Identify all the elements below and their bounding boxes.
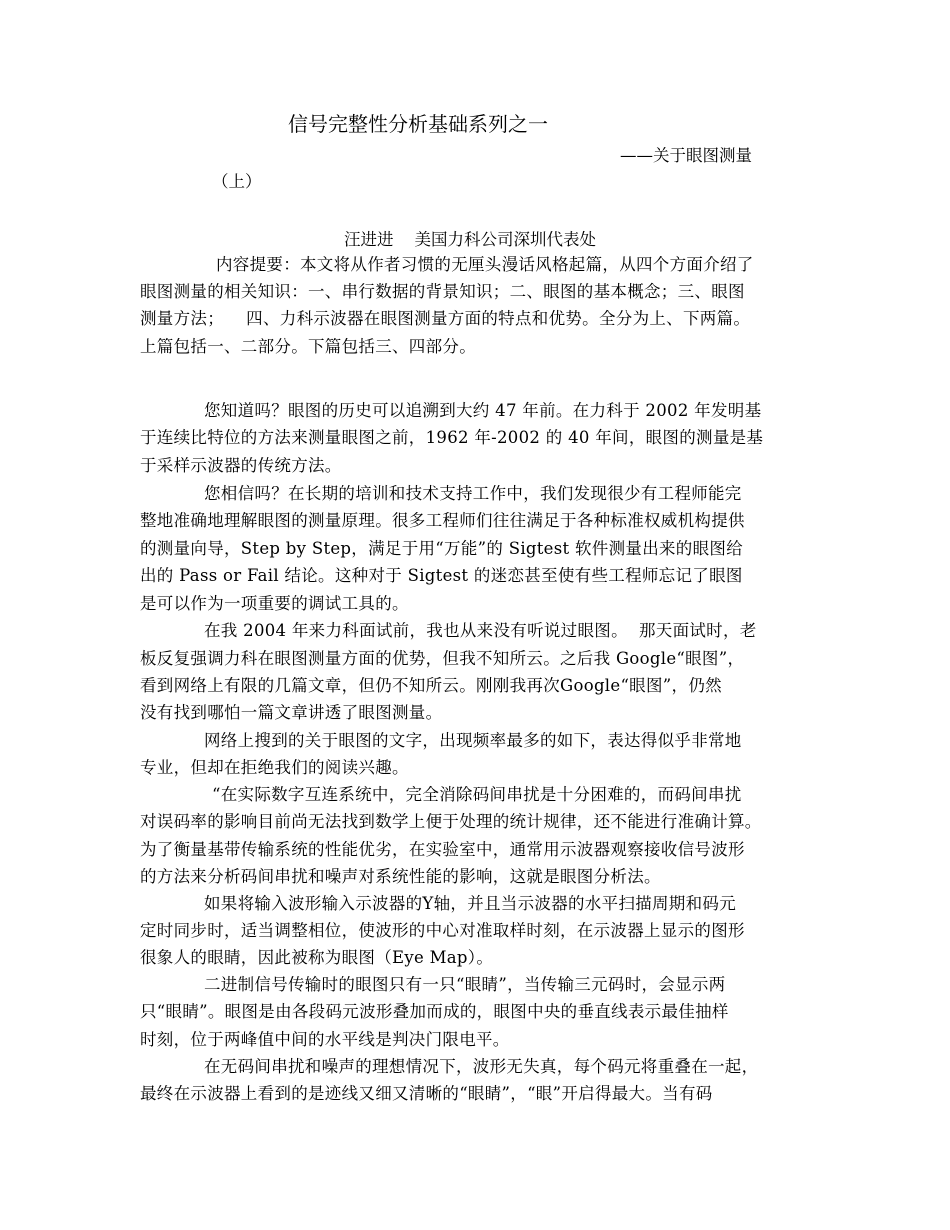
- body-line: 没有找到哪怕一篇文章讲透了眼图测量。: [140, 703, 443, 722]
- body-line: 板反复强调力科在眼图测量方面的优势，但我不知所云。之后我 Google“眼图”，: [140, 649, 745, 668]
- body-line: 的方法来分析码间串扰和噪声对系统性能的影响，这就是眼图分析法。: [140, 867, 661, 886]
- body-line: 您相信吗？在长期的培训和技术支持工作中，我们发现很少有工程师能完: [204, 484, 742, 503]
- abstract-line: 内容提要：本文将从作者习惯的无厘头漫话风格起篇，从四个方面介绍了: [216, 255, 754, 274]
- body-line: 专业，但却在拒绝我们的阅读兴趣。: [140, 758, 409, 777]
- body-line: “在实际数字互连系统中，完全消除码间串扰是十分困难的，而码间串扰: [212, 785, 742, 804]
- body-line: 二进制信号传输时的眼图只有一只“眼睛”，当传输三元码时，会显示两: [204, 975, 726, 994]
- body-line: 在无码间串扰和噪声的理想情况下，波形无失真，每个码元将重叠在一起，: [204, 1057, 759, 1076]
- abstract-line: 上篇包括一、二部分。下篇包括三、四部分。: [140, 337, 476, 356]
- body-line: 时刻，位于两峰值中间的水平线是判决门限电平。: [140, 1030, 510, 1049]
- body-line: 为了衡量基带传输系统的性能优劣，在实验室中，通常用示波器观察接收信号波形: [140, 840, 745, 859]
- body-line: 只“眼睛”。眼图是由各段码元波形叠加而成的，眼图中央的垂直线表示最佳抽样: [140, 1002, 729, 1021]
- body-line: 的测量向导，Step by Step，满足于用“万能”的 Sigtest 软件测量出来的眼图给: [140, 539, 743, 558]
- body-line: 最终在示波器上看到的是迹线又细又清晰的“眼睛”，“眼”开启得最大。当有码: [140, 1084, 713, 1103]
- abstract-line: 眼图测量的相关知识：一、串行数据的背景知识；二、眼图的基本概念；三、眼图: [140, 282, 745, 301]
- body-line: 网络上搜到的关于眼图的文字，出现频率最多的如下，表达得似乎非常地: [204, 731, 742, 750]
- document-part-label: （上）: [212, 172, 262, 191]
- body-line: 定时同步时，适当调整相位，使波形的中心对准取样时刻，在示波器上显示的图形: [140, 921, 745, 940]
- body-line: 对误码率的影响目前尚无法找到数学上便于处理的统计规律，还不能进行准确计算。: [140, 812, 762, 831]
- body-line: 看到网络上有限的几篇文章，但仍不知所云。刚刚我再次Google“眼图”，仍然: [140, 676, 722, 695]
- body-line: 是可以作为一项重要的调试工具的。: [140, 594, 409, 613]
- body-line: 出的 Pass or Fail 结论。这种对于 Sigtest 的迷恋甚至使有些工程师忘记了眼图: [140, 566, 743, 585]
- body-line: 很象人的眼睛，因此被称为眼图（Eye Map）。: [140, 948, 494, 967]
- body-line: 整地准确地理解眼图的测量原理。很多工程师们往往满足于各种标准权威机构提供: [140, 511, 745, 530]
- body-line: 如果将输入波形输入示波器的Y轴，并且当示波器的水平扫描周期和码元: [204, 894, 736, 913]
- body-line: 在我 2004 年来力科面试前，我也从来没有听说过眼图。 那天面试时，老: [204, 621, 757, 640]
- body-line: 您知道吗？眼图的历史可以追溯到大约 47 年前。在力科于 2002 年发明基: [204, 401, 762, 420]
- body-line: 于采样示波器的传统方法。: [140, 456, 342, 475]
- document-title: 信号完整性分析基础系列之一: [288, 112, 548, 136]
- document-subtitle: ——关于眼图测量: [620, 146, 752, 165]
- body-line: 于连续比特位的方法来测量眼图之前，1962 年-2002 的 40 年间，眼图的测量是基: [140, 428, 764, 447]
- author-line: 汪进进 美国力科公司深圳代表处: [344, 230, 596, 249]
- abstract-line: 测量方法； 四、力科示波器在眼图测量方面的特点和优势。全分为上、下两篇。: [140, 309, 751, 328]
